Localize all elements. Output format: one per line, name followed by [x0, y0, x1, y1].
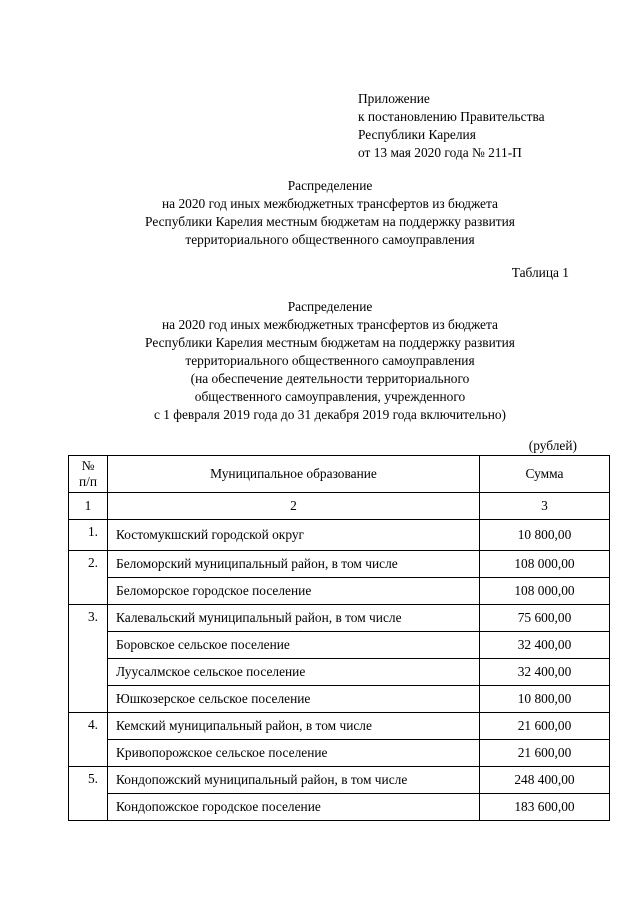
table-row [69, 713, 610, 740]
sum-value: 75 600,00 [480, 605, 610, 632]
appendix-block [358, 90, 545, 162]
document-heading [60, 177, 600, 249]
heading-line: на 2020 год иных межбюджетных трансфертов из бюджета [162, 196, 498, 211]
header-number-line2: п/п [78, 474, 98, 489]
row-number: 5. [69, 767, 108, 821]
sum-value: 183 600,00 [480, 794, 610, 821]
column-number: 3 [480, 493, 610, 520]
heading-line: Распределение [287, 299, 373, 314]
row-number: 2. [69, 551, 108, 605]
header-sum: Сумма [480, 456, 610, 493]
heading-line: Республики Карелия местным бюджетам на поддержку развития [145, 214, 515, 229]
heading-line: на 2020 год иных межбюджетных трансфертов из бюджета [162, 317, 498, 332]
column-number: 1 [69, 493, 108, 520]
sum-value: 10 800,00 [480, 520, 610, 551]
sum-value: 108 000,00 [480, 578, 610, 605]
table-row [69, 632, 610, 659]
heading-line: общественного самоуправления, учрежденного [194, 389, 466, 404]
sum-value: 10 800,00 [480, 686, 610, 713]
column-number: 2 [108, 493, 480, 520]
table-row [69, 659, 610, 686]
sum-value: 108 000,00 [480, 551, 610, 578]
table-header-row [69, 456, 610, 493]
row-number: 1. [69, 520, 108, 551]
header-number-line1: № [81, 458, 95, 473]
municipality-name: Кривопорожское сельское поселение [108, 740, 480, 767]
heading-line: территориального общественного самоуправления [185, 353, 475, 368]
municipality-name: Юшкозерское сельское поселение [108, 686, 480, 713]
appendix-line: от 13 мая 2020 года № 211-П [358, 145, 522, 160]
table-row [69, 767, 610, 794]
municipality-name: Кондопожский муниципальный район, в том числе [108, 767, 480, 794]
sum-value: 21 600,00 [480, 713, 610, 740]
distribution-table [68, 455, 610, 821]
municipality-name: Беломорское городское поселение [108, 578, 480, 605]
heading-line: (на обеспечение деятельности территориального [190, 371, 470, 386]
municipality-name: Кемский муниципальный район, в том числе [108, 713, 480, 740]
municipality-name: Беломорский муниципальный район, в том числе [108, 551, 480, 578]
municipality-name: Костомукшский городской округ [108, 520, 480, 551]
units-label: (рублей) [528, 438, 577, 453]
table-label: Таблица 1 [511, 265, 569, 280]
table-row [69, 740, 610, 767]
table-row [69, 520, 610, 551]
row-number: 3. [69, 605, 108, 713]
sum-value: 32 400,00 [480, 659, 610, 686]
table-row [69, 551, 610, 578]
heading-line: территориального общественного самоуправления [185, 232, 475, 247]
appendix-line: Республики Карелия [358, 127, 476, 142]
municipality-name: Боровское сельское поселение [108, 632, 480, 659]
heading-line: Республики Карелия местным бюджетам на поддержку развития [145, 335, 515, 350]
municipality-name: Калевальский муниципальный район, в том числе [108, 605, 480, 632]
heading-line: с 1 февраля 2019 года до 31 декабря 2019 года включительно) [153, 407, 507, 422]
table-row [69, 794, 610, 821]
sum-value: 21 600,00 [480, 740, 610, 767]
table-heading [60, 298, 600, 424]
appendix-line: Приложение [358, 91, 430, 106]
table-row [69, 605, 610, 632]
column-number-row [69, 493, 610, 520]
sum-value: 32 400,00 [480, 632, 610, 659]
sum-value: 248 400,00 [480, 767, 610, 794]
header-municipality: Муниципальное образование [108, 456, 480, 493]
heading-line: Распределение [287, 178, 373, 193]
table-row [69, 578, 610, 605]
table-row [69, 686, 610, 713]
municipality-name: Луусалмское сельское поселение [108, 659, 480, 686]
municipality-name: Кондопожское городское поселение [108, 794, 480, 821]
header-number [69, 456, 108, 493]
appendix-line: к постановлению Правительства [358, 109, 545, 124]
row-number: 4. [69, 713, 108, 767]
